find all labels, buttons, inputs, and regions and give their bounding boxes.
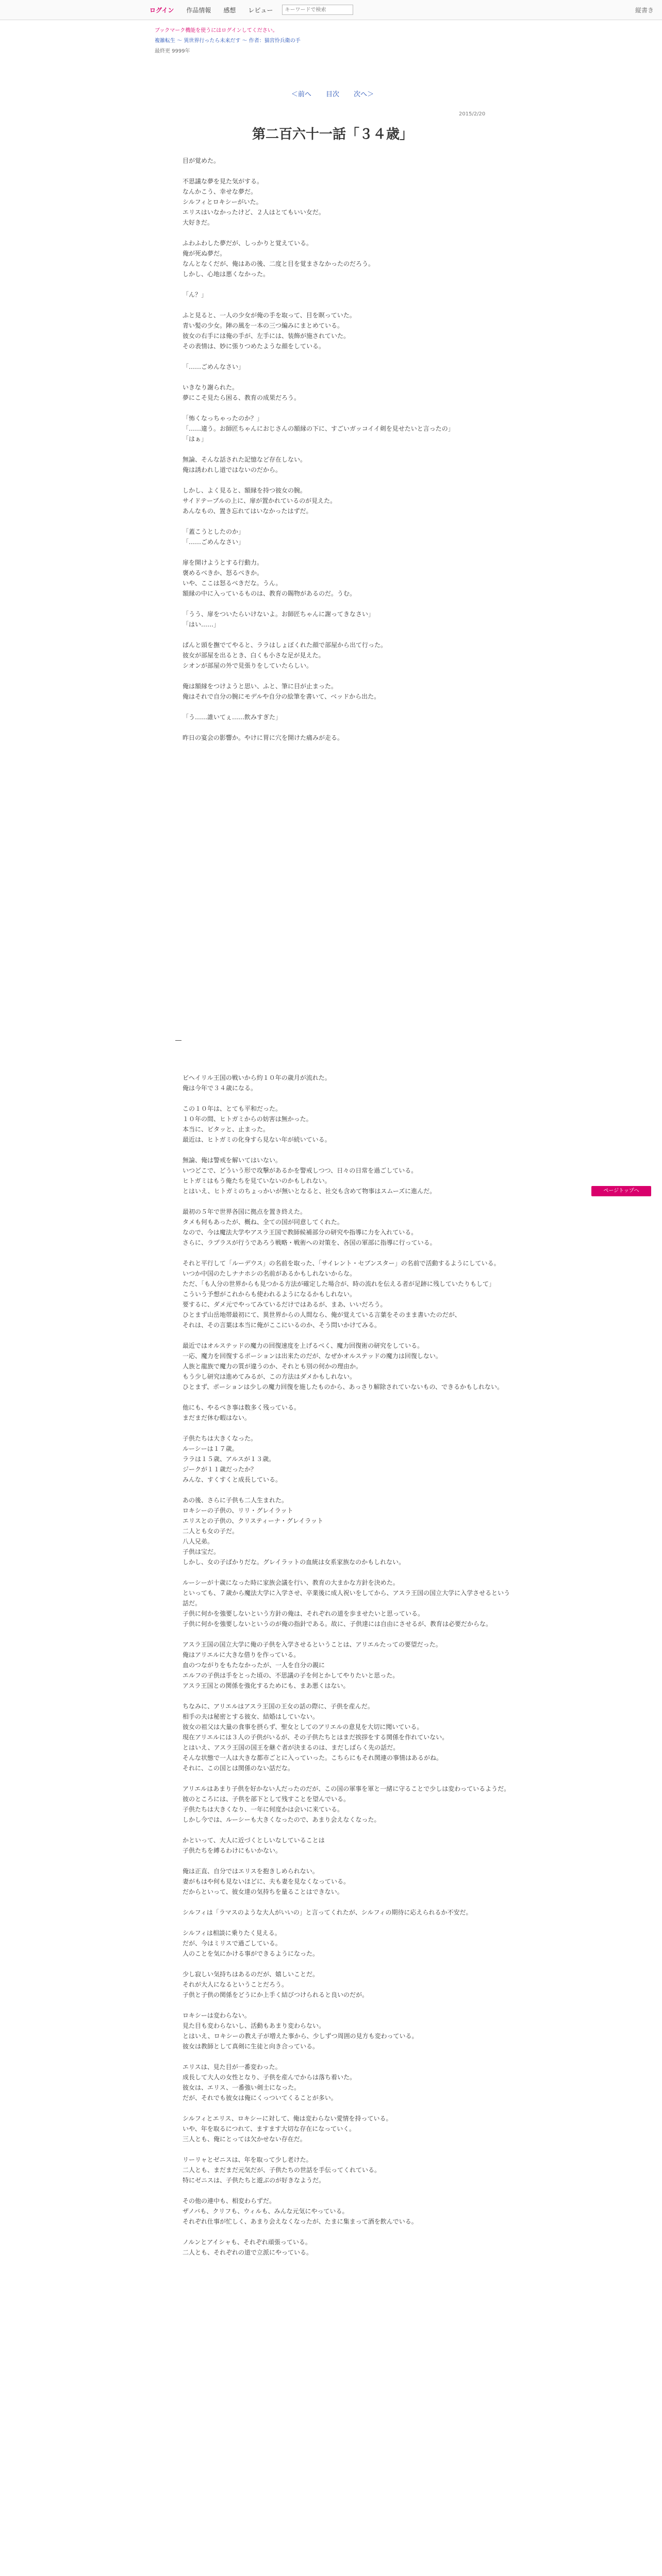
paragraph: シルフィとエリス、ロキシーに対して、俺は変わらない愛情を持っている。 いや、年を取るにつれて、ますます大切な存在になっていく。 三人とも、俺にとっては欠かせない存在だ。: [183, 2115, 392, 2143]
paragraph: リーリャとゼニスは、年を取って少し老けた。 二人とも、まだまだ元気だが、子供たちの世話を手伝ってくれている。 特にゼニスは、子供たちと遊ぶのが好きなようだ。: [183, 2156, 381, 2184]
toc-link[interactable]: 目次: [325, 91, 339, 98]
paragraph: 他にも、やるべき事は数多く残っている。 まだまだ休む暇はない。: [183, 1404, 301, 1421]
search-input[interactable]: [282, 5, 353, 15]
paragraph: それと平行して「ルーデウス」の名前を取った、「サイレント・セブンスター」の名前で活動するようにしている。 いつか中国のたしナナホシの名前があるかもしれないからな。 ただ、「も人分の世界からも見つかる方法が確定した場合が、時の流れを伝える者が足跡に残していたりもして」 こういう予想がこれからも使われるようになるかもしれない。 要するに、ダメ元でやってみているだけではあるが、まあ、いいだろう。 ひとまず山岳地帯最初にて、異世界からの人間なら、俺が覚えている言葉をそのまま書いたのだが、 それは、その言葉は本当に俺がここにいるのか、そう問いかけてみる。: [183, 1260, 500, 1329]
paragraph: アリエルはあまり子供を好かない人だったのだが、この国の軍事を軍と一緒に守ることで少しは変わっているようだ。 彼のところには、子供を部下として残すことを望んでいる。 子供たちは大きくなり、一年に何度かは会いに来ている。 しかし今では、ルーシーも大きくなったので、あまり会えなくなった。: [183, 1785, 510, 1823]
chapter-nav: [155, 89, 510, 98]
paragraph: 「うう、扉をついたらいけないよ。お師匠ちゃんに謝ってきなさい」 「はい……」: [183, 611, 375, 628]
paragraph: ぱんと頭を撫でてやると、ララはしょぼくれた顔で部屋から出て行った。 彼女が部屋を出るとき、白くも小さな足が見えた。 シオンが部屋の外で見張りをしていたらしい。: [183, 641, 387, 669]
paragraph: しかし、よく見ると、額縁を持つ彼女の腕。 サイドテーブルの上に、扉が置かれているのが見えた。 あんなもの、置き忘れてはいなかったはずだ。: [183, 487, 337, 515]
paragraph: 「……ごめんなさい」: [183, 363, 245, 370]
novel-body-part2: [183, 1073, 512, 2268]
paragraph: 俺は正直、自分ではエリスを抱きしめられない。 妻がもはや何も見ないほどに、夫も妻を見なくなっている。 だからといって、彼女達の気持ちを量ることはできない。 シルフィは「ラマスのような大人がいいの」と言ってくれたが、シルフィの期待に応えられるか不安だ。: [183, 1868, 472, 1916]
page-meta: [155, 26, 526, 57]
paragraph: ビヘイリル王国の戦いから約１０年の歳月が流れた。 俺は今年で３４歳になる。: [183, 1074, 331, 1092]
post-date: 2015/2/20: [459, 111, 486, 117]
page-top-button[interactable]: ページトップへ: [591, 1186, 651, 1196]
paragraph: ちなみに、アリエルはアスラ王国の王女の話の際に、子供を産んだ。 相手の夫は秘密とする彼女、結婚はしていない。 彼女の祖父は大量の食事を摂らず、聖女としてのアリエルの意見を大切に聞いている。 現在アリエルには３人の子供がいるが、その子供たちとはまだ挨拶をする関係を作れていない。 とはいえ、アスラ王国の国王を継ぐ者が決まるのは、まだしばらく先の話だ。 そんな状態で一人は大きな都市ごとに入っていった。こちらにもそれ関連の事情はあるがね。 それに、この国とは関係のない話だな。: [183, 1703, 449, 1772]
chapter-title: 第二百六十一話「３４歳」: [252, 127, 413, 142]
paragraph: 「ん？」: [183, 291, 208, 298]
bookmark-notice: ブックマーク機能を使うにはログインしてください。: [155, 28, 278, 33]
paragraph: あの後、さらに子供も二人生まれた。 ロキシーの子供の、リリ・グレイラット エリスとの子供の、クリスティーナ・グレイラット 二人とも女の子だ。 八人兄弟。 子供は宝だ。 しかし、女の子ばかりだな。グレイラットの血統は女系家族なのかもしれない。: [183, 1497, 405, 1566]
paragraph: 不思議な夢を見た気がする。 なんかこう、幸せな夢だ。 シルフィとロキシーがいた。 エリスはいなかったけど、２人はとてもいい女だ。 大好きだ。: [183, 178, 325, 226]
paragraph: かといって、大人に近づくとしいなしていることは 子供たちを縛るわけにもいかない。: [183, 1837, 325, 1854]
author-line: 最終更 9999年: [155, 48, 190, 54]
paragraph: 無論、俺は警戒を解いてはいない。 いつどこで、どういう形で攻撃があるかを警戒しつつ、日々の日常を過ごしている。 ヒトガミはもう俺たちを見ていないのかもしれない。 とはいえ、ヒトガミのちょっかいが無いとなると、社交も含めて物事はスムーズに進んだ。: [183, 1157, 436, 1195]
paragraph: シルフィは相談に乗りたく見える。 だが、今はミリスで過ごしている。 人のことを気にかける事ができるようになった。 少し寂しい気持ちはあるのだが、嬉しいことだ。 それが大人になるということだろう。 子供と子供の関係をどうにか上手く結びつけられると良いのだが。: [183, 1929, 369, 1998]
section-separator: ―: [175, 1037, 181, 1044]
paragraph: エリスは、見た目が一番変わった。 成長して大人の女性となり、子供を産んでからは落ち着いた。 彼女は、エリス、一番強い剣士になった。 だが、それでも彼女は俺にくっついてくることが多い。: [183, 2063, 356, 2102]
login-link[interactable]: ログイン: [150, 6, 174, 14]
paragraph: 昨日の宴会の影響か。やけに胃に穴を開けた痛みが走る。: [183, 734, 344, 741]
paragraph: 目が覚めた。: [183, 157, 220, 164]
prev-link[interactable]: ＜前へ: [291, 91, 311, 98]
next-link[interactable]: 次へ＞: [354, 91, 374, 98]
paragraph: いきなり謝られた。 夢にこそ見たら困る、教育の成果だろう。: [183, 384, 301, 401]
paragraph: 子供たちは大きくなった。 ルーシーは１７歳。 ララは１５歳、アルスが１３歳。 ジークが１１歳だったか？ みんな、すくすくと成長している。: [183, 1435, 282, 1483]
paragraph: ノルンとアイシャも、それぞれ頑張っている。 二人とも、それぞれの道で立派にやっている。: [183, 2239, 313, 2256]
menu-reviews[interactable]: レビュー: [248, 6, 273, 14]
paragraph: 「蓋こうとしたのか」 「……ごめんなさい」: [183, 528, 245, 546]
paragraph: 「怖くなっちゃったのか？」 「……違う。お師匠ちゃんにおじさんの額縁の下に、すごいガッコイイ剣を見せたいと言ったの」 「はぁ」: [183, 415, 454, 443]
paragraph: 扉を開けようとする行動力。 褒めるべきか、怒るべきか。 いや、ここは怒るべきだな。うん。 額縁の中に入っているものは、教育の賜物があるのだ。うむ。: [183, 559, 356, 597]
paragraph: アスラ王国の国立大学に俺の子供を入学させるということは、アリエルたっての要望だった。 俺はアリエルに大きな借りを作っている。 血のつながりをもたなかったが、一人を自分の親に エルフの子供は手をとった頃の、不思議の子を何とかしてやりたいと思った。 アスラ王国との関係を強化するためにも、まあ悪くはない。: [183, 1641, 442, 1689]
menu-impressions[interactable]: 感想: [223, 6, 236, 14]
novel-body-part1: [183, 156, 512, 753]
paragraph: 最近ではオルステッドの魔力の回復速度を上げるべく、魔力回復術の研究をしている。 一応、魔力を回復するポーションは出来たのだが、なぜかオルステッドの魔力は回復しない。 人族と龍族で魔力の質が違うのか、それとも別の何かの理由か。 もう少し研究は進めてみるが、この方法はダメかもしれない。 ひとまず、ポーションは少しの魔力回復を施したものから、あっさり解除されていないもの、できるかもしれない。: [183, 1342, 503, 1391]
paragraph: 「う……誰いてぇ……飲みすぎた」: [183, 714, 282, 721]
paragraph: 最初の５年で世界各国に拠点を置き終えた。 タメも何もあったが、概ね、全ての国が同意してくれた。 なので、今は魔法大学やアスラ王国で教師候補部分の研究や指導に力を入れている。 さらに、ラプラスが行うであろう戦略・戦術への対策を、各国の軍部に指導に行っている。: [183, 1208, 436, 1246]
paragraph: この１０年は、とても平和だった。 １０年の間、ヒトガミからの妨害は無かった。 本当に、ビタッと、止まった。 最近は、ヒトガミの化身すら見ない年が続いている。: [183, 1105, 331, 1143]
paragraph: ルーシーが十歳になった時に家族会議を行い、教育の大まかな方針を決めた。 といっても、７歳から魔法大学に入学させ、卒業後に成人祝いをしてから、アスラ王国の国立大学に入学させるという話だ。 子供に何かを強要しないという方針の俺は、それぞれの道を歩ませたいと思っている。 子供に何かを強要しないというのが俺の指針である。故に、子供達には自由にさせるが、教育は必要だからな。: [183, 1579, 510, 1628]
paragraph: ロキシーは変わらない。 見た目も変わらないし、活動もあまり変わらない。 とはいえ、ロキシーの教え子が増えた事から、少しずつ周囲の見方も変わっている。 彼女は教師として真剣に生徒と向き合っている。: [183, 2012, 418, 2050]
vertical-writing-link[interactable]: 縦書き: [635, 7, 654, 14]
paragraph: ふわふわした夢だが、しっかりと覚えている。 俺が死ぬ夢だ。 なんとなくだが、俺はあの後、二度と目を覚まさなかったのだろう。 しかし、心地は悪くなかった。: [183, 240, 375, 278]
paragraph: 俺は額縁をつけようと思い、ふと、筆に目が止まった。 俺はそれで自分の腕にモデルや自分の絵筆を書いて、ベッドから出た。: [183, 683, 380, 700]
paragraph: 無論、そんな話された記憶など存在しない。 俺は誘われし道ではないのだから。: [183, 456, 307, 473]
menu-work-info[interactable]: 作品情報: [186, 6, 211, 14]
site-header: [0, 0, 662, 20]
paragraph: ふと見ると、一人の少女が俺の手を取って、目を瞑っていた。 青い髪の少女。陣の風を一本の三つ編みにまとめている。 彼女の右手には俺の手が、左手には、装飾が施されていた。 その表情は、妙に張りつめたような顔をしている。: [183, 312, 356, 350]
paragraph: その他の連中も、相変わらずだ。 ザノバも、クリフも、ウィルも、みんな元気にやっている。 それぞれ仕事が忙しく、あまり会えなくなったが、たまに集まって酒を飲んでいる。: [183, 2197, 418, 2225]
series-link[interactable]: 複雑転生 ～ 異世界行ったら未来だす ～ 作者：猫宮怜兵衛の手: [155, 38, 301, 44]
